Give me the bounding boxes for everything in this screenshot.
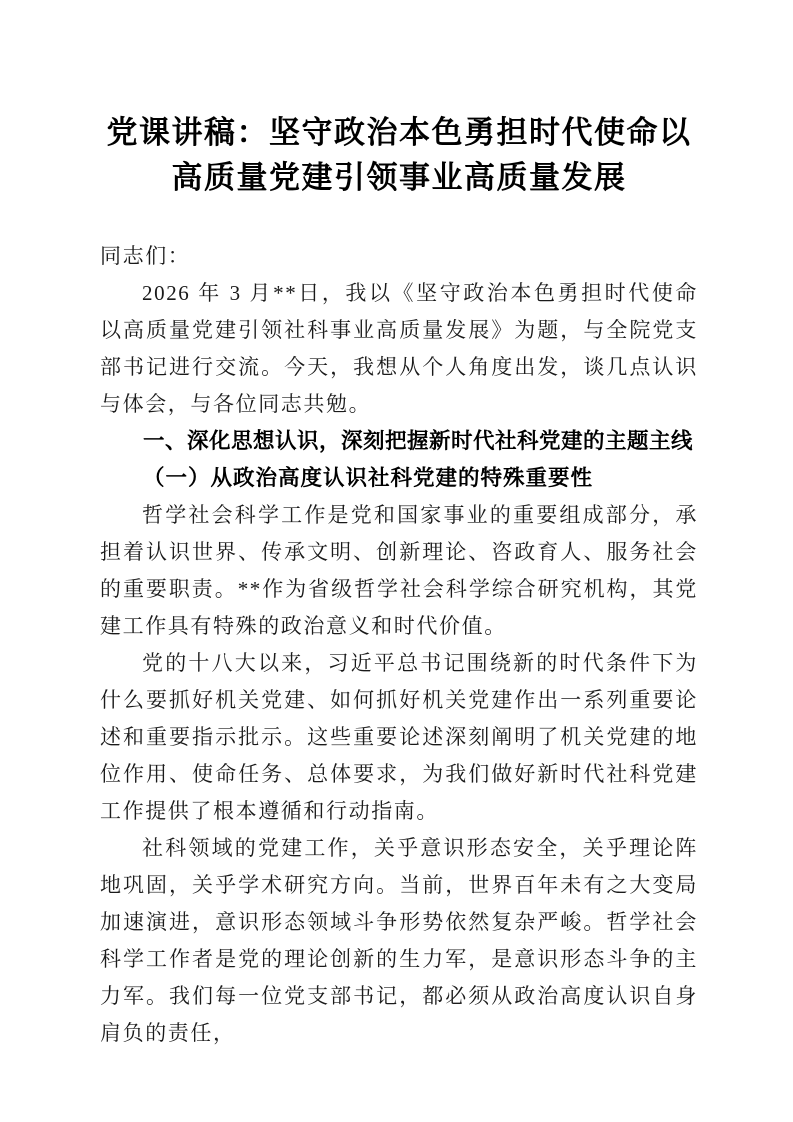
paragraph-intro: 2026 年 3 月**日，我以《坚守政治本色勇担时代使命以高质量党建引领社科事业高质量发展》为题，与全院党支部书记进行交流。今天，我想从个人角度出发，谈几点认识与体会，与各位同志共勉。	[100, 281, 698, 416]
document-title: 党课讲稿：坚守政治本色勇担时代使命以高质量党建引领事业高质量发展	[106, 115, 692, 195]
paragraph-body-2: 党的十八大以来，习近平总书记围绕新的时代条件下为什么要抓好机关党建、如何抓好机关党建作出一系列重要论述和重要指示批示。这些重要论述深刻阐明了机关党建的地位作用、使命任务、总体要求，为我们做好新时代社科党建工作提供了根本遵循和行动指南。	[100, 651, 698, 823]
section-heading-1: 一、深化思想认识，深刻把握新时代社科党建的主题主线	[143, 429, 694, 453]
subsection-heading-1-1: （一）从政治高度认识社科党建的特殊重要性	[143, 466, 594, 490]
document-content	[100, 110, 698, 1052]
paragraph-body-3: 社科领域的党建工作，关乎意识形态安全，关乎理论阵地巩固，关乎学术研究方向。当前，世界百年未有之大变局加速演进，意识形态领域斗争形势依然复杂严峻。哲学社会科学工作者是党的理论创新的生力军，是意识形态斗争的主力军。我们每一位党支部书记，都必须从政治高度认识自身肩负的责任，	[100, 836, 698, 1045]
paragraph-body-1: 哲学社会科学工作是党和国家事业的重要组成部分，承担着认识世界、传承文明、创新理论、咨政育人、服务社会的重要职责。**作为省级哲学社会科学综合研究机构，其党建工作具有特殊的政治意义和时代价值。	[100, 503, 698, 638]
salutation: 同志们：	[100, 244, 191, 268]
